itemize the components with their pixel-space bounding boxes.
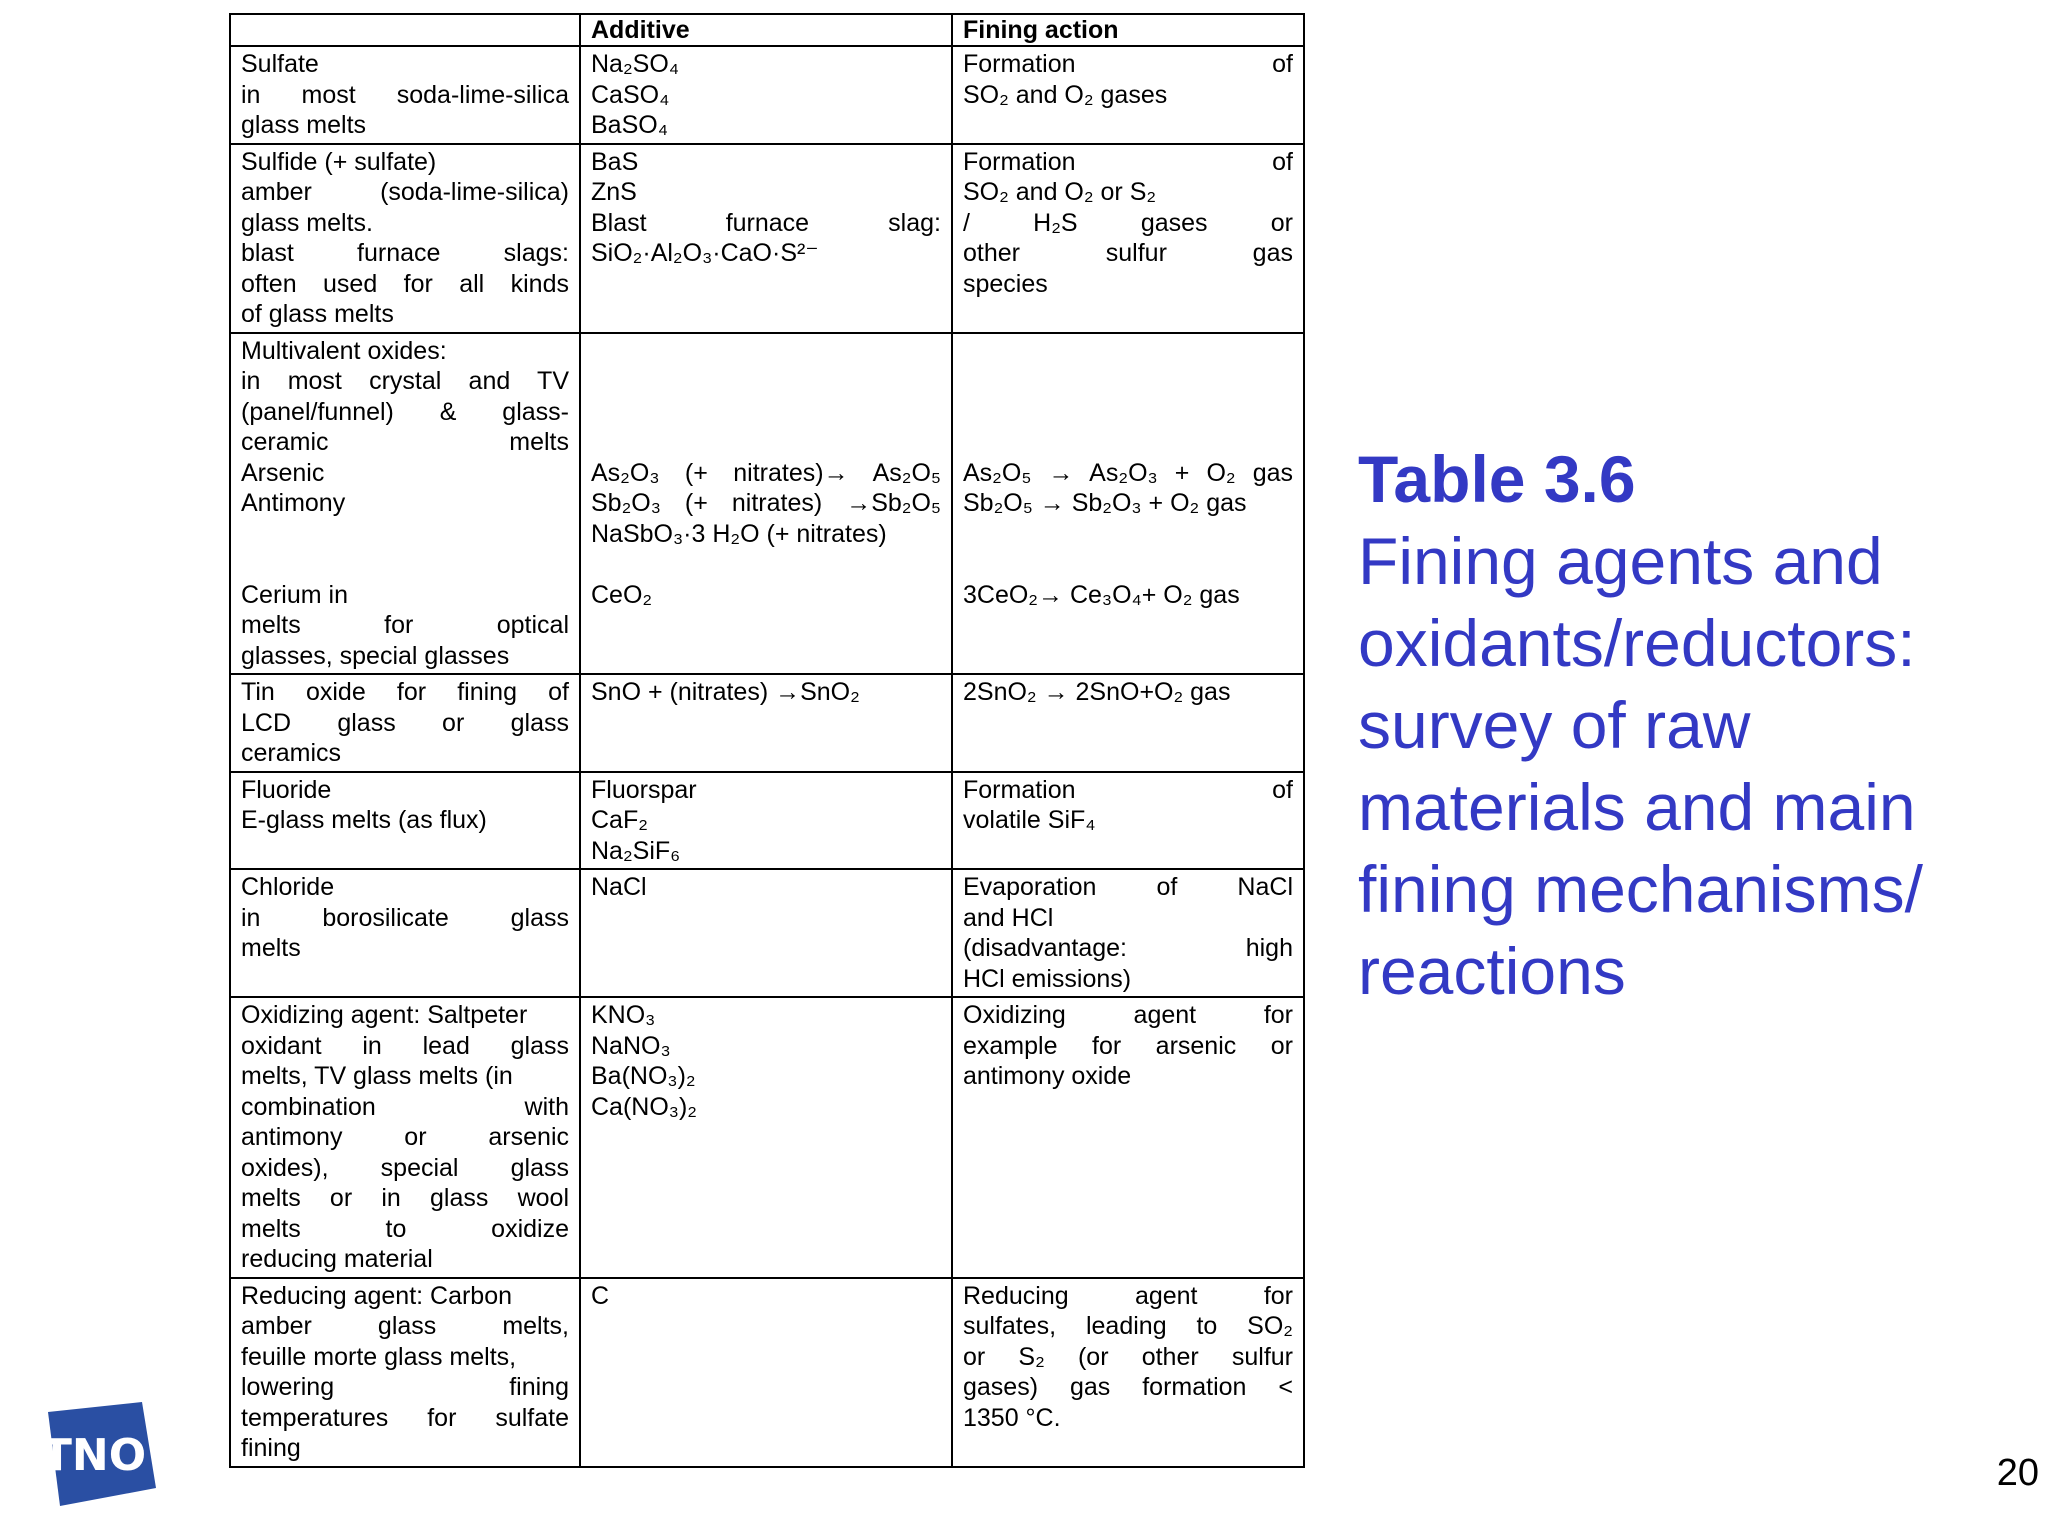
cell-text-line: Sulfide (+ sulfate) [241, 147, 437, 176]
fining-action-cell [952, 144, 1304, 333]
cell-text-line: NaSbO₃·3 H₂O (+ nitrates) [591, 519, 887, 548]
blank-line [963, 336, 1293, 367]
cell-text-line: melts to oxidize [241, 1214, 569, 1243]
title-line: Fining agents and [1358, 524, 1883, 598]
additive-cell [580, 772, 952, 870]
cell-text-line: amber (soda-lime-silica) [241, 178, 569, 206]
header-cell-fining-action: Fining action [952, 14, 1304, 46]
cell-text-line: amber glass melts, [241, 1312, 569, 1340]
fining-action-cell [952, 869, 1304, 997]
blank-line [963, 427, 1293, 458]
table-row [230, 997, 1304, 1278]
cell-text-line: antimony oxide [963, 1062, 1132, 1090]
table-number-heading: Table 3.6 [1358, 442, 1636, 516]
cell-text-line: SO₂ and O₂ gases [963, 80, 1168, 109]
page-number: 20 [1996, 1452, 2039, 1494]
fining-action-cell [952, 1278, 1304, 1467]
category-cell [230, 869, 580, 997]
additive-cell [580, 144, 952, 333]
cell-text-line: of glass melts [241, 300, 394, 328]
blank-line [241, 549, 569, 580]
tno-logo [30, 1402, 158, 1510]
table-row [230, 46, 1304, 144]
cell-text-line: (disadvantage: high [963, 934, 1293, 962]
cell-text-line: 1350 °C. [963, 1403, 1061, 1432]
blank-line [963, 549, 1293, 580]
cell-text-line: Multivalent oxides: [241, 336, 447, 365]
cell-text-line: 2SnO₂ → 2SnO+O₂ gas [963, 678, 1231, 706]
cell-text-line: Oxidizing agent for [963, 1001, 1293, 1029]
fining-action-cell [952, 997, 1304, 1278]
blank-line [591, 549, 941, 580]
cell-text-line: BaSO₄ [591, 111, 668, 139]
cell-text-line: / H₂S gases or [963, 208, 1293, 237]
fining-action-cell [952, 333, 1304, 675]
cell-text-line: melts, TV glass melts (in [241, 1062, 513, 1090]
cell-text-line: other sulfur gas [963, 239, 1293, 267]
cell-text-line: Antimony [241, 489, 346, 517]
additive-cell [580, 869, 952, 997]
cell-text-line: oxides), special glass [241, 1153, 569, 1182]
cell-text-line: in most crystal and TV [241, 367, 569, 395]
cell-text-line: melts [241, 934, 301, 962]
cell-text-line: 3CeO₂→ Ce₃O₄+ O₂ gas [963, 580, 1240, 609]
cell-text-line: lowering fining [241, 1373, 569, 1401]
category-cell [230, 997, 580, 1278]
fining-agents-table [229, 13, 1305, 1468]
cell-text-line: example for arsenic or [963, 1031, 1293, 1060]
table-row [230, 674, 1304, 772]
cell-text-line: SnO + (nitrates) →SnO₂ [591, 678, 860, 706]
cell-text-line: E-glass melts (as flux) [241, 806, 487, 834]
cell-text-line: As₂O₃ (+ nitrates)→ As₂O₅ [591, 458, 941, 487]
cell-text-line: Tin oxide for fining of [241, 678, 569, 706]
cell-text-line: and HCl [963, 903, 1054, 932]
title-line: survey of raw [1358, 688, 1751, 762]
cell-text-line: Formation of [963, 50, 1293, 78]
cell-text-line: melts for optical [241, 611, 569, 639]
cell-text-line: reducing material [241, 1245, 433, 1273]
cell-text-line: NaCl [591, 873, 647, 901]
blank-line [963, 366, 1293, 397]
cell-text-line: Blast furnace slag: [591, 208, 941, 237]
cell-text-line: LCD glass or glass [241, 708, 569, 737]
category-cell [230, 144, 580, 333]
cell-text-line: oxidant in lead glass [241, 1031, 569, 1060]
cell-text-line: in most soda-lime-silica [241, 80, 569, 109]
cell-text-line: Na₂SiF₆ [591, 836, 681, 865]
cell-text-line: CaF₂ [591, 806, 648, 834]
category-cell [230, 674, 580, 772]
cell-text-line: glass melts [241, 111, 367, 139]
cell-text-line: ceramics [241, 739, 342, 767]
cell-text-line: CeO₂ [591, 580, 653, 609]
slide-title-block [1358, 438, 2018, 1012]
cell-text-line: CaSO₄ [591, 80, 670, 109]
category-cell [230, 46, 580, 144]
logo-text: TNO [41, 1430, 147, 1481]
blank-line [963, 519, 1293, 550]
cell-text-line: Sb₂O₅ → Sb₂O₃ + O₂ gas [963, 489, 1247, 517]
blank-line [963, 397, 1293, 428]
fining-action-cell [952, 772, 1304, 870]
cell-text-line: (panel/funnel) & glass- [241, 397, 569, 426]
blank-line [241, 519, 569, 550]
cell-text-line: As₂O₅ → As₂O₃ + O₂ gas [963, 458, 1293, 487]
cell-text-line: glass melts. [241, 208, 373, 237]
cell-text-line: temperatures for sulfate [241, 1403, 569, 1432]
additive-cell [580, 674, 952, 772]
additive-cell [580, 46, 952, 144]
cell-text-line: Arsenic [241, 458, 325, 487]
table-row [230, 869, 1304, 997]
cell-text-line: KNO₃ [591, 1001, 656, 1029]
cell-text-line: Reducing agent: Carbon [241, 1281, 513, 1310]
cell-text-line: SO₂ and O₂ or S₂ [963, 178, 1157, 206]
cell-text-line: glasses, special glasses [241, 641, 510, 670]
header-cell-category [230, 14, 580, 46]
cell-text-line: feuille morte glass melts, [241, 1342, 517, 1371]
cell-text-line: melts or in glass wool [241, 1184, 569, 1212]
additive-cell [580, 997, 952, 1278]
cell-text-line: Formation of [963, 147, 1293, 176]
title-line: fining mechanisms/ [1358, 852, 1923, 926]
cell-text-line: NaNO₃ [591, 1031, 671, 1060]
cell-text-line: Fluorspar [591, 775, 697, 804]
cell-text-line: Reducing agent for [963, 1281, 1293, 1310]
title-line: oxidants/reductors: [1358, 606, 1916, 680]
cell-text-line: Evaporation of NaCl [963, 873, 1293, 901]
cell-text-line: gases) gas formation < [963, 1373, 1293, 1401]
cell-text-line: Sb₂O₃ (+ nitrates) →Sb₂O₅ [591, 489, 941, 517]
blank-line [591, 397, 941, 428]
cell-text-line: Cerium in [241, 580, 348, 609]
cell-text-line: Fluoride [241, 775, 332, 804]
cell-text-line: fining [241, 1434, 301, 1462]
fining-action-cell [952, 46, 1304, 144]
cell-text-line: often used for all kinds [241, 269, 569, 298]
cell-text-line: SiO₂·Al₂O₃·CaO·S²⁻ [591, 239, 819, 267]
category-cell [230, 772, 580, 870]
cell-text-line: Formation of [963, 775, 1293, 804]
cell-text-line: volatile SiF₄ [963, 806, 1096, 834]
table-row [230, 144, 1304, 333]
table-row [230, 772, 1304, 870]
cell-text-line: Sulfate [241, 50, 319, 78]
cell-text-line: combination with [241, 1092, 569, 1121]
cell-text-line: species [963, 269, 1048, 298]
cell-text-line: C [591, 1281, 610, 1310]
cell-text-line: Ca(NO₃)₂ [591, 1092, 697, 1121]
cell-text-line: Chloride [241, 873, 335, 901]
cell-text-line: BaS [591, 147, 639, 176]
title-line: reactions [1358, 934, 1626, 1008]
category-cell [230, 1278, 580, 1467]
blank-line [591, 366, 941, 397]
blank-line [591, 336, 941, 367]
blank-line [591, 427, 941, 458]
header-cell-additive: Additive [580, 14, 952, 46]
table-row [230, 333, 1304, 675]
fining-action-cell [952, 674, 1304, 772]
additive-cell [580, 333, 952, 675]
cell-text-line: blast furnace slags: [241, 239, 569, 267]
category-cell [230, 333, 580, 675]
cell-text-line: antimony or arsenic [241, 1123, 569, 1151]
title-line: materials and main [1358, 770, 1916, 844]
cell-text-line: Na₂SO₄ [591, 50, 679, 78]
table-row [230, 1278, 1304, 1467]
table-header-row [230, 14, 1304, 46]
cell-text-line: sulfates, leading to SO₂ [963, 1312, 1293, 1340]
cell-text-line: or S₂ (or other sulfur [963, 1342, 1293, 1371]
cell-text-line: ceramic melts [241, 428, 569, 456]
cell-text-line: in borosilicate glass [241, 903, 569, 932]
additive-cell [580, 1278, 952, 1467]
cell-text-line: HCl emissions) [963, 964, 1132, 993]
cell-text-line: ZnS [591, 178, 637, 206]
cell-text-line: Oxidizing agent: Saltpeter [241, 1001, 528, 1029]
cell-text-line: Ba(NO₃)₂ [591, 1062, 696, 1090]
